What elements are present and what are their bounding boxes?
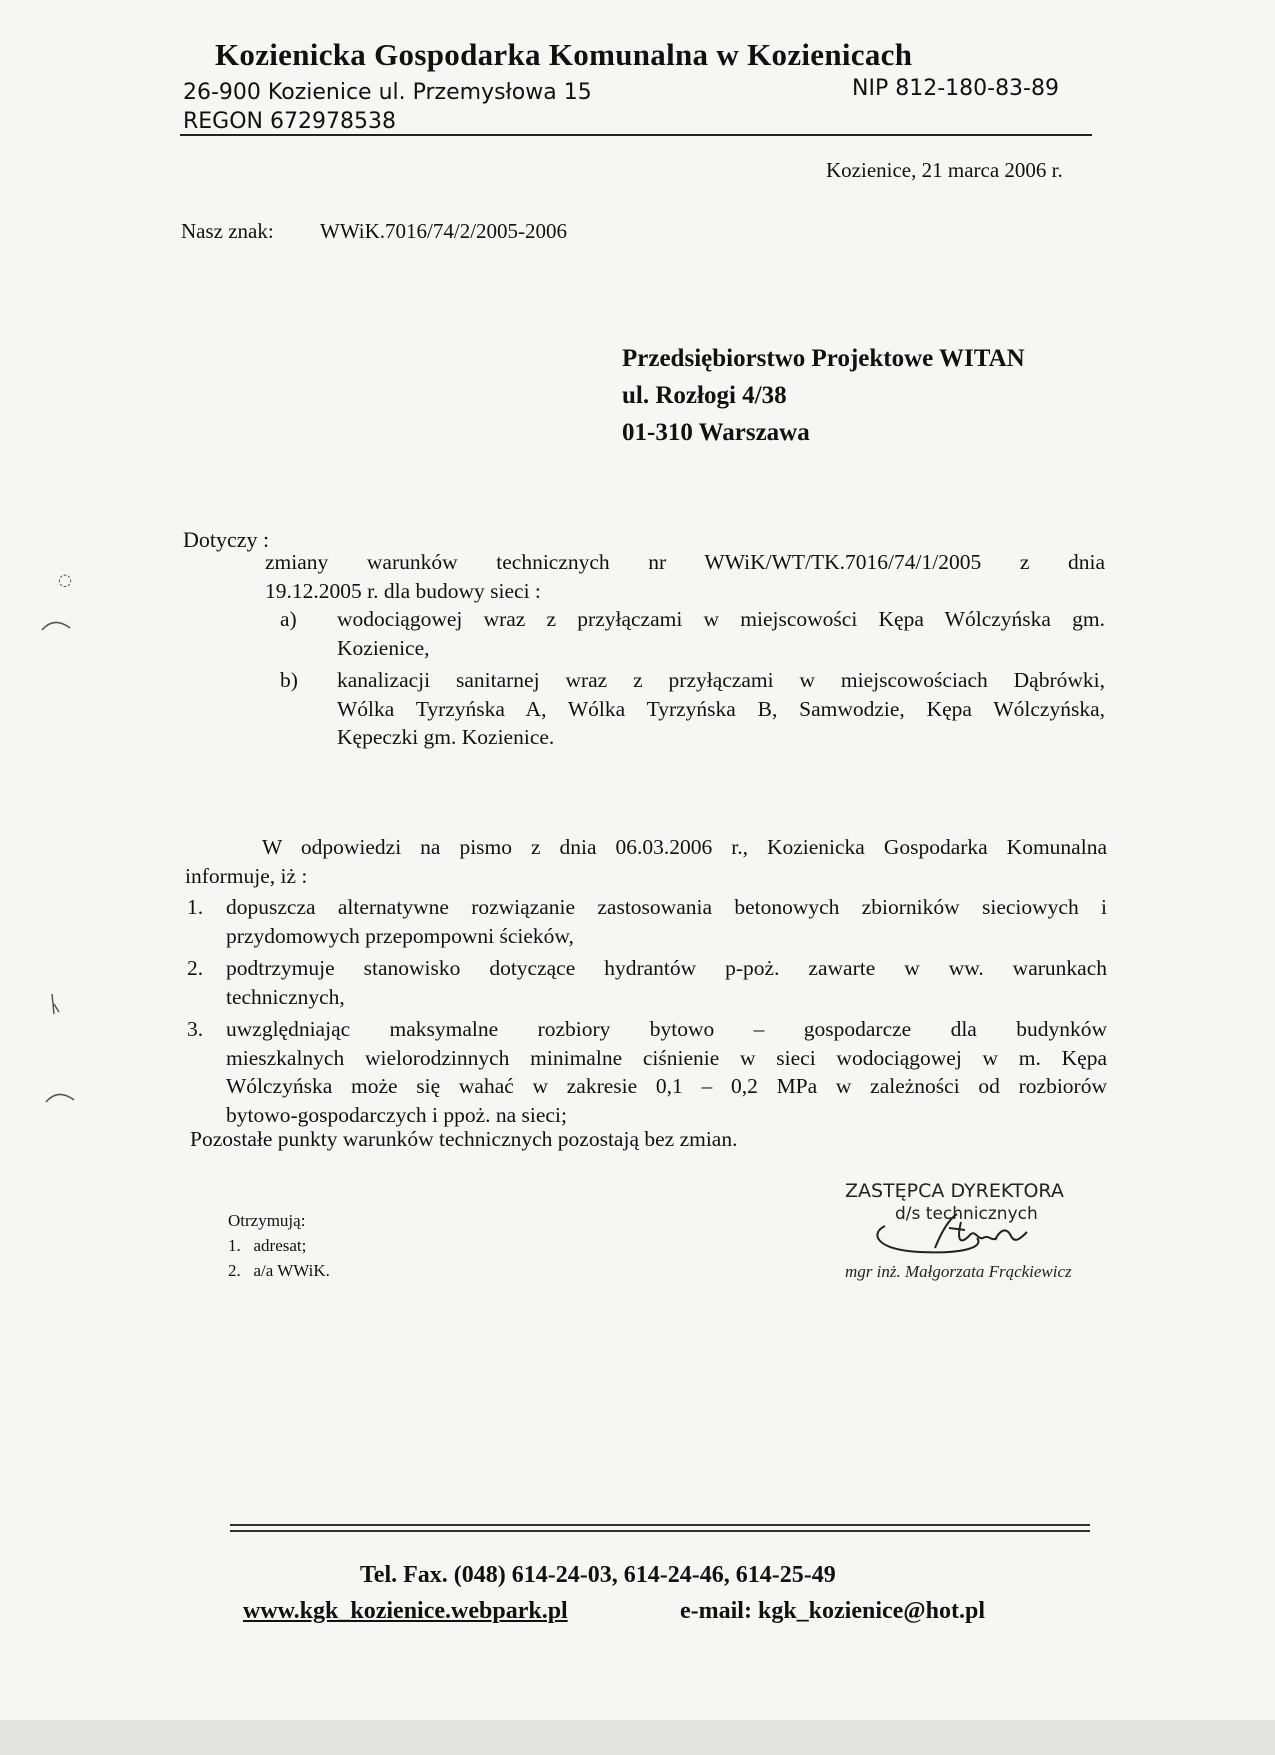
list-line: uwzględniając maksymalne rozbiory bytowo – gospodarcze dla budynków	[226, 1017, 1107, 1041]
distribution-row	[228, 1233, 330, 1258]
handwritten-signature-icon	[865, 1188, 1065, 1263]
list-line: przydomowych przepompowni ścieków,	[226, 923, 574, 948]
distribution-list	[228, 1208, 330, 1283]
list-marker: 1.	[187, 895, 204, 919]
reference-label: Nasz znak:	[181, 219, 274, 243]
list-item	[265, 666, 1105, 752]
recipient-name: Przedsiębiorstwo Projektowe WITAN	[622, 345, 1025, 372]
response-intro	[185, 833, 1107, 890]
subject-line: 19.12.2005 r. dla budowy sieci :	[265, 578, 541, 603]
list-item	[185, 954, 1107, 1011]
footer-email[interactable]: e-mail: kgk_kozienice@hot.pl	[680, 1598, 985, 1624]
closing-sentence: Pozostałe punkty warunków technicznych pozostają bez zmian.	[190, 1127, 738, 1151]
company-name: Kozienicka Gospodarka Komunalna w Kozienicach	[215, 37, 913, 72]
list-marker: b)	[280, 668, 298, 692]
company-nip: NIP 812-180-83-89	[852, 76, 1059, 101]
signature-stamp	[845, 1180, 1095, 1290]
subject-label: Dotyczy :	[183, 527, 270, 552]
company-regon: REGON 672978538	[183, 109, 396, 134]
distribution-text: adresat;	[253, 1236, 307, 1255]
letter-date: Kozienice, 21 marca 2006 r.	[826, 158, 1063, 182]
list-line: Kępeczki gm. Kozienice.	[337, 725, 555, 749]
list-line: dopuszcza alternatywne rozwiązanie zastosowania betonowych zbiorników sieciowych i	[226, 895, 1107, 919]
reference-number: WWiK.7016/74/2/2005-2006	[320, 219, 568, 243]
margin-tick-mark	[48, 990, 62, 1018]
list-line: podtrzymuje stanowisko dotyczące hydrantów p-poż. zawarte w ww. warunkach	[226, 956, 1107, 980]
distribution-title: Otrzymują:	[228, 1211, 306, 1230]
footer-website-link[interactable]: www.kgk_kozienice.webpark.pl	[243, 1598, 568, 1624]
margin-arc-mark	[42, 1086, 78, 1106]
distribution-number: 1.	[228, 1236, 241, 1255]
list-line: Kozienice,	[337, 635, 430, 660]
subject-text	[265, 548, 1105, 605]
footer-divider	[230, 1530, 1090, 1532]
subject-line: zmiany warunków technicznych nr WWiK/WT/TK.7016/74/1/2005 z dnia	[265, 550, 1105, 574]
list-line: mieszkalnych wielorodzinnych minimalne ciśnienie w sieci wodociągowej w m. Kępa	[226, 1045, 1107, 1070]
response-line: W odpowiedzi na pismo z dnia 06.03.2006 r., Kozienicka Gospodarka Komunalna	[262, 835, 1107, 859]
margin-arc-mark	[38, 614, 74, 634]
list-line: wodociągowej wraz z przyłączami w miejscowości Kępa Wólczyńska gm.	[337, 607, 1105, 631]
punch-hole-mark: ◌	[58, 570, 72, 589]
list-line: technicznych,	[226, 984, 345, 1009]
response-list	[185, 893, 1107, 1133]
company-address: 26-900 Kozienice ul. Przemysłowa 15	[183, 80, 592, 105]
stamp-title: ZASTĘPCA DYREKTORA	[845, 1180, 1064, 1202]
list-item	[185, 1015, 1107, 1129]
list-marker: 2.	[187, 956, 204, 980]
footer-phone: Tel. Fax. (048) 614-24-03, 614-24-46, 614-25-49	[360, 1562, 836, 1588]
list-marker: 3.	[187, 1017, 204, 1041]
list-line: bytowo-gospodarczych i ppoż. na sieci;	[226, 1102, 567, 1127]
signatory-name: mgr inż. Małgorzata Frąckiewicz	[845, 1262, 1072, 1281]
scan-border	[0, 1720, 1275, 1755]
footer-divider	[230, 1524, 1090, 1526]
subject-list	[265, 605, 1105, 752]
recipient-city: 01-310 Warszawa	[622, 419, 810, 446]
distribution-number: 2.	[228, 1261, 241, 1280]
response-line: informuje, iż :	[185, 863, 308, 888]
stamp-subtitle: d/s technicznych	[895, 1204, 1038, 1224]
list-item	[265, 605, 1105, 662]
list-item	[185, 893, 1107, 950]
list-line: kanalizacji sanitarnej wraz z przyłączami w miejscowościach Dąbrówki,	[337, 668, 1105, 692]
distribution-text: a/a WWiK.	[253, 1261, 330, 1280]
recipient-street: ul. Rozłogi 4/38	[622, 382, 787, 409]
distribution-row	[228, 1258, 330, 1283]
list-line: Wólka Tyrzyńska A, Wólka Tyrzyńska B, Samwodzie, Kępa Wólczyńska,	[337, 696, 1105, 721]
letterhead-divider	[180, 134, 1092, 136]
list-line: Wólczyńska może się wahać w zakresie 0,1 – 0,2 MPa w zależności od rozbiorów	[226, 1074, 1107, 1098]
list-marker: a)	[280, 607, 297, 631]
